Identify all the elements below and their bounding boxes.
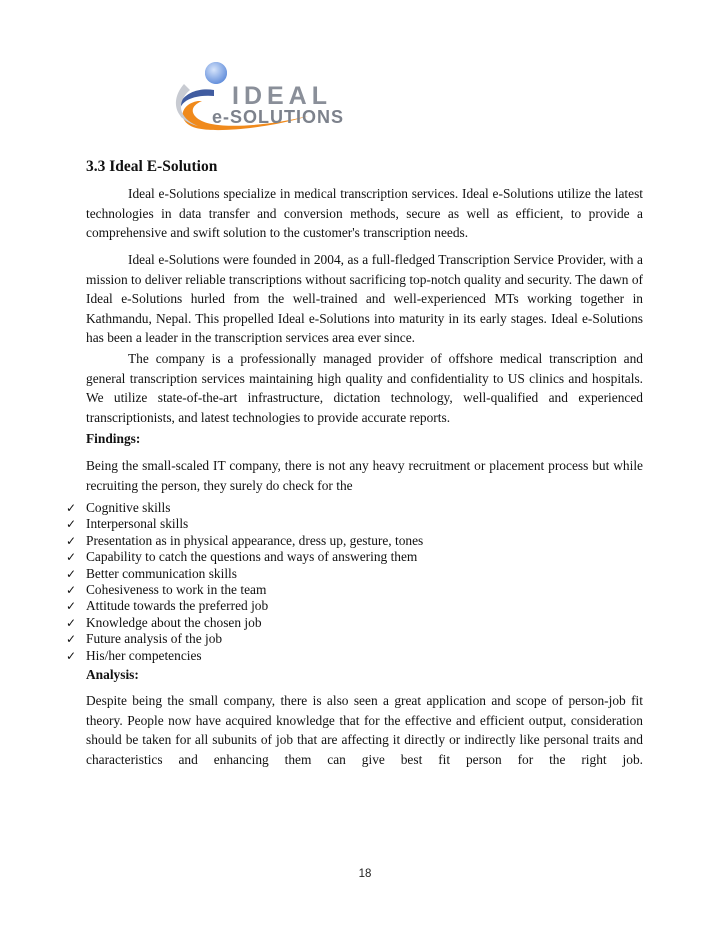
checkmark-icon: ✓ <box>66 517 77 532</box>
ideal-e-solutions-logo <box>168 56 404 136</box>
list-item <box>66 500 423 516</box>
analysis-text: Despite being the small company, there is also seen a great application and scope of person-job fit theory. People now have acquired knowledge that for the effective and efficient output, consideration should be taken for all subunits of job that are affecting it directly or indirectly like personal traits and characteristics and enhancing them can give best fit person for the right job. <box>86 693 643 767</box>
list-item <box>66 533 423 549</box>
list-item <box>66 598 423 614</box>
checkmark-icon: ✓ <box>66 648 77 663</box>
page-number: 18 <box>358 868 372 880</box>
findings-text: Being the small-scaled IT company, there is not any heavy recruitment or placement process but while recruiting the person, they surely do check for the <box>86 458 643 493</box>
list-item <box>66 582 423 598</box>
checkmark-icon: ✓ <box>66 533 77 548</box>
list-item <box>66 566 423 582</box>
logo-line1: IDEAL <box>232 82 332 110</box>
list-item <box>66 549 423 565</box>
list-item-label: Future analysis of the job <box>86 631 223 647</box>
list-item <box>66 631 423 647</box>
history-paragraph: Ideal e-Solutions were founded in 2004, as a full-fledged Transcription Service Provider, with a mission to deliver reliable transcriptions without sacrificing top-notch quality and security. The dawn of Ideal e-Solutions hurled from the well-trained and well-experienced MTs working together in Kathmandu, Nepal. This propelled Ideal e-Solutions into maturity in its early stages. Ideal e-Solutions has been a leader in the transcription services area ever since. <box>86 252 643 346</box>
list-item <box>66 615 423 631</box>
analysis-heading: Analysis: <box>86 667 139 682</box>
checkmark-icon: ✓ <box>66 599 77 614</box>
list-item-label: Interpersonal skills <box>86 516 189 532</box>
list-item-label: Presentation as in physical appearance, dress up, gesture, tones <box>86 532 424 548</box>
findings-heading: Findings: <box>86 431 141 446</box>
checkmark-icon: ✓ <box>66 615 77 630</box>
section-title: 3.3 Ideal E-Solution <box>86 158 218 175</box>
list-item-label: Better communication skills <box>86 565 237 581</box>
checkmark-icon: ✓ <box>66 632 77 647</box>
checkmark-icon: ✓ <box>66 582 77 597</box>
checkmark-icon: ✓ <box>66 501 77 515</box>
list-item <box>66 648 423 664</box>
list-item <box>66 516 423 532</box>
list-item-label: Cognitive skills <box>86 500 171 515</box>
checkmark-icon: ✓ <box>66 550 77 565</box>
company-paragraph: The company is a professionally managed provider of offshore medical transcription and general transcription services maintaining high quality and confidentiality to US clinics and hospitals. We utilize state-of-the-art infrastructure, dictation technology, well-qualified and experienced transcriptionists, and latest technologies to provide accurate reports. <box>86 351 643 425</box>
list-item-label: Attitude towards the preferred job <box>86 598 269 614</box>
checkmark-icon: ✓ <box>66 566 77 581</box>
list-item-label: His/her competencies <box>86 647 202 663</box>
list-item-label: Knowledge about the chosen job <box>86 614 262 630</box>
logo-line2: e-SOLUTIONS <box>212 107 345 127</box>
list-item-label: Cohesiveness to work in the team <box>86 581 267 597</box>
list-item-label: Capability to catch the questions and ways of answering them <box>86 549 418 565</box>
intro-paragraph: Ideal e-Solutions specialize in medical transcription services. Ideal e-Solutions utilize the latest technologies in data transfer and conversion methods, secure as well as efficient, to provide a comprehensive and swift solution to the customer's transcription needs. <box>86 186 643 241</box>
findings-checklist <box>66 500 423 664</box>
